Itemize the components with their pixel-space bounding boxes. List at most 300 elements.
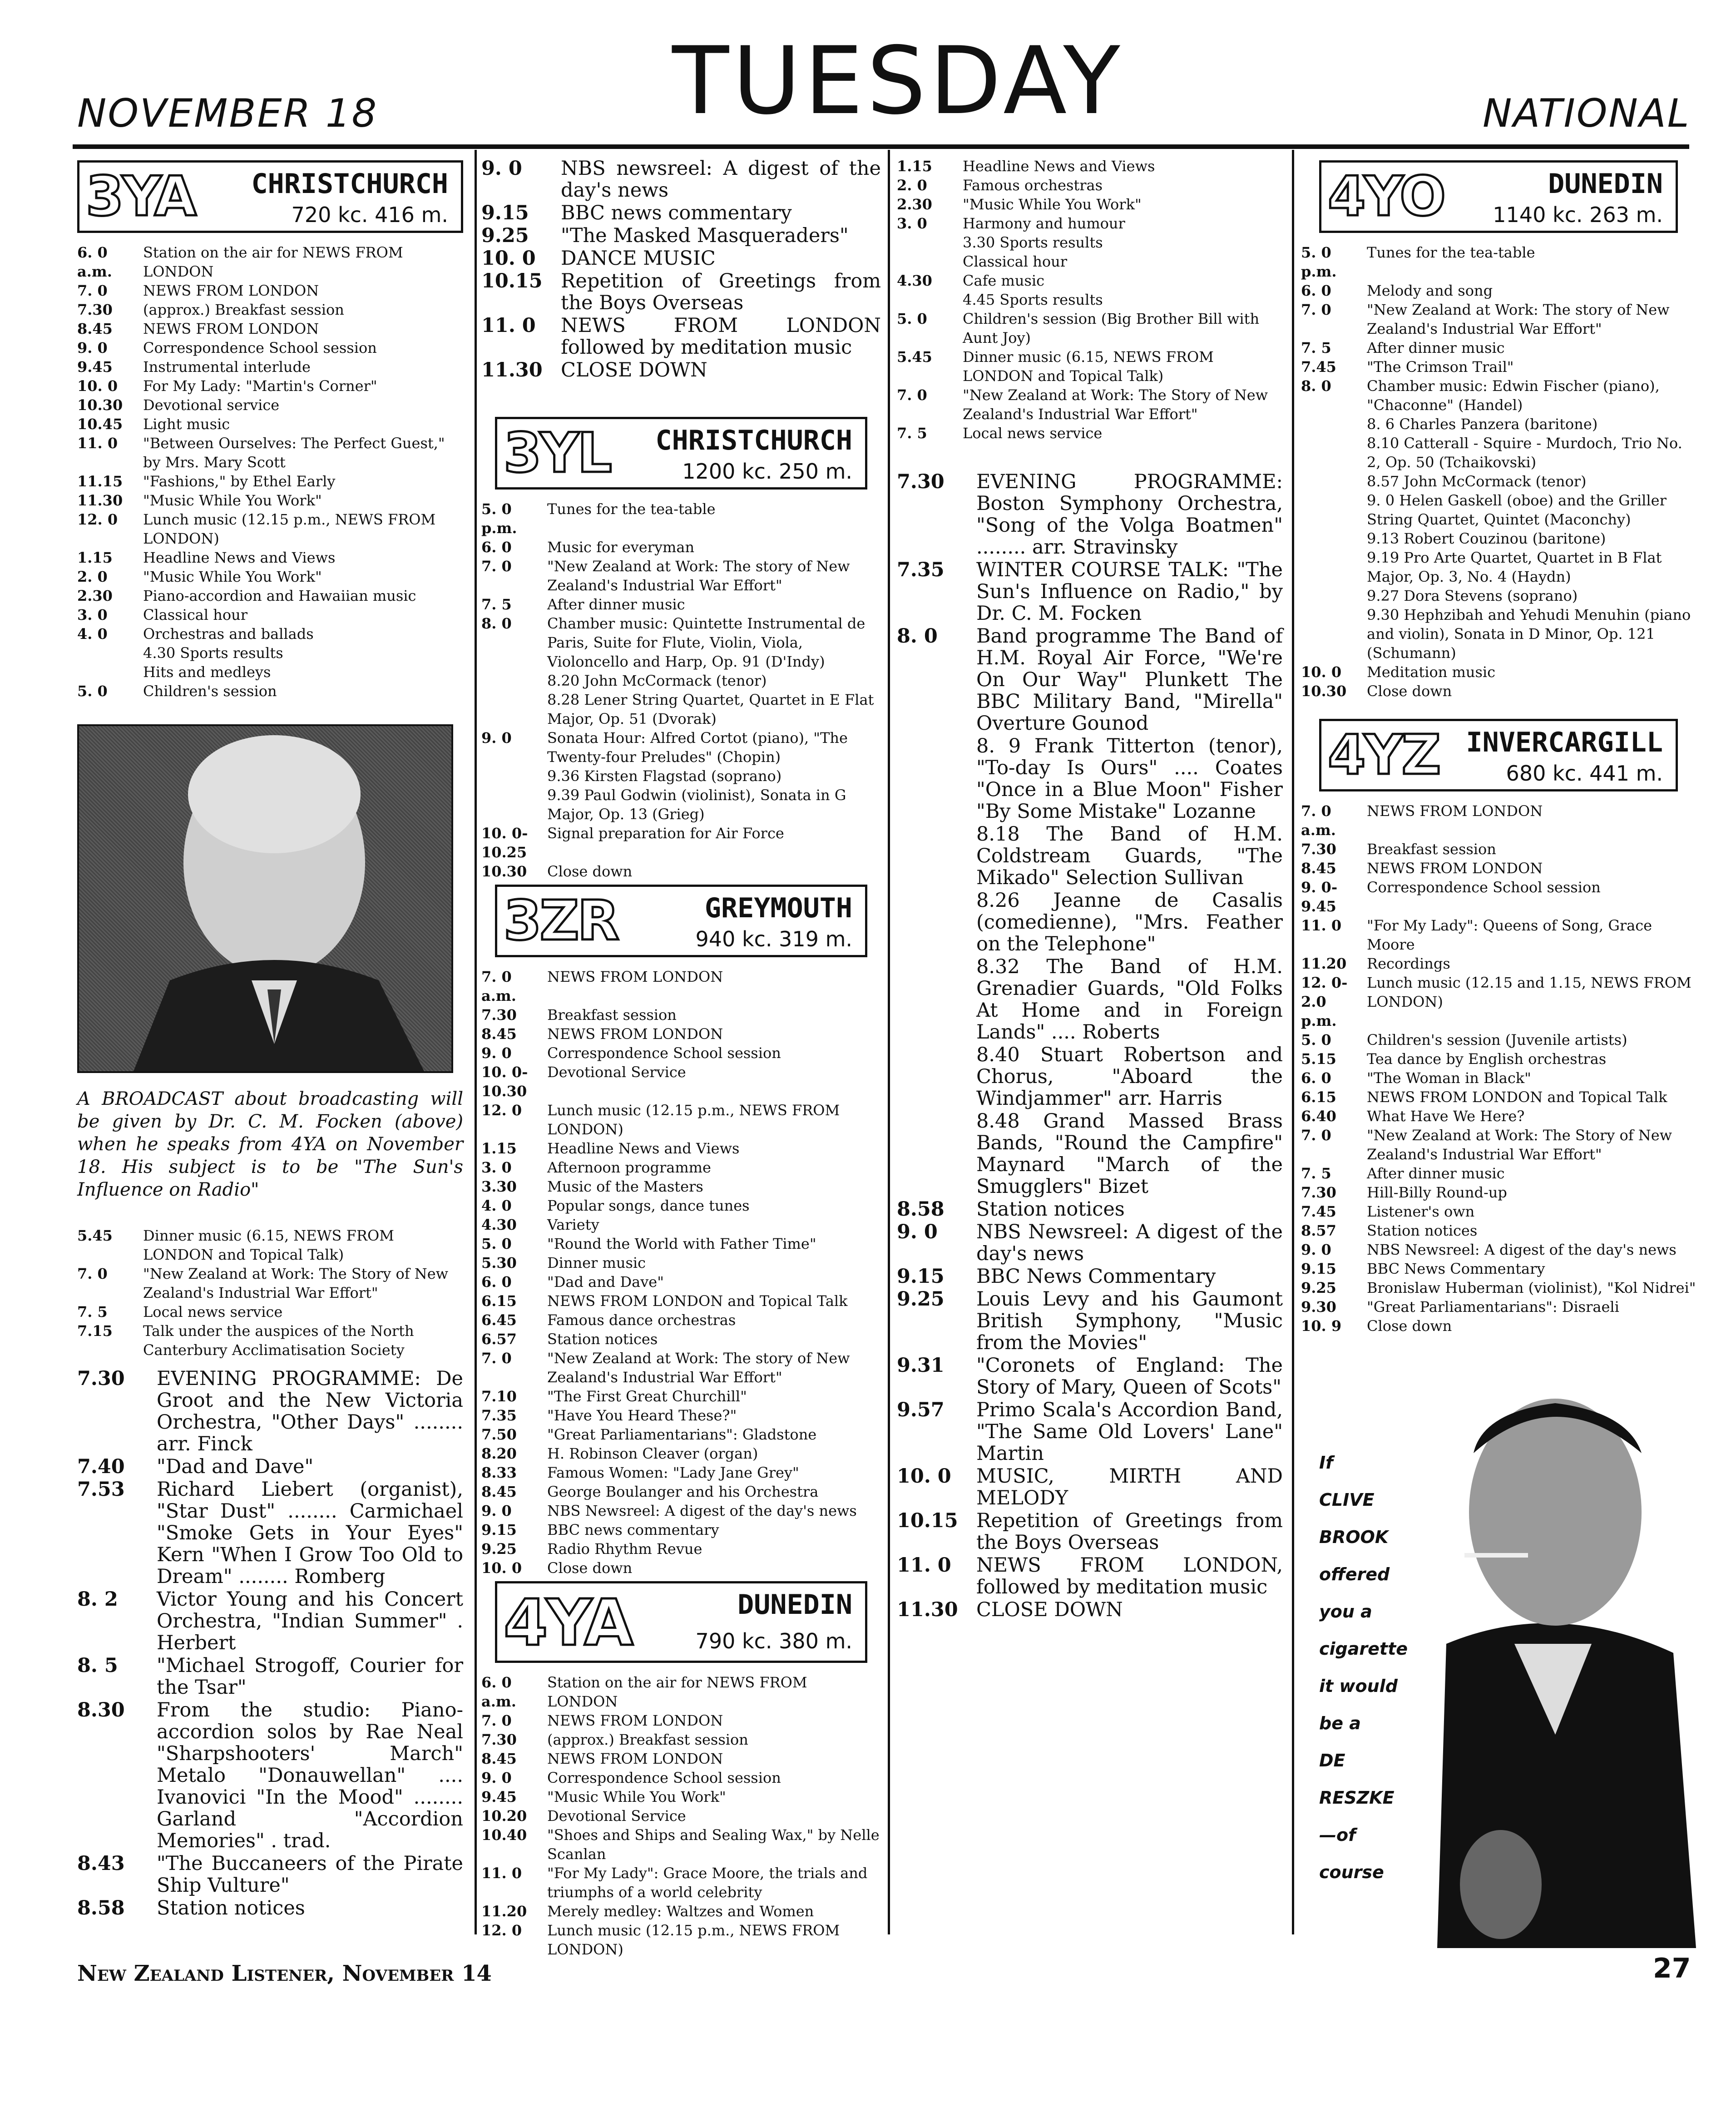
- station-city: INVERCARGILL: [1466, 727, 1663, 758]
- schedule-programme: From the studio: Piano-accordion solos by Rae Neal "Sharpshooters' March" Metalo "Donauwellan" .... Ivanovici "In the Mood" ........ Garland "Accordion Memories" . trad.: [157, 1699, 463, 1852]
- schedule-item: [1301, 663, 1696, 682]
- schedule-item: [481, 671, 881, 690]
- schedule-item: [481, 862, 881, 881]
- schedule-item: [481, 1158, 881, 1177]
- schedule-programme: 8. 6 Charles Panzera (baritone): [1367, 415, 1598, 433]
- advert-line: BROOK: [1319, 1527, 1389, 1547]
- schedule-time: 9.15: [1301, 1260, 1336, 1277]
- schedule-item: [481, 359, 881, 381]
- schedule-programme: CLOSE DOWN: [561, 359, 707, 381]
- schedule-time: 11.20: [1301, 955, 1347, 972]
- advert-line: it would: [1319, 1676, 1398, 1696]
- schedule-item: [481, 690, 881, 728]
- schedule-time: 7.30: [77, 1367, 125, 1390]
- schedule-programme: Station on the air for NEWS FROM LONDON: [547, 1674, 807, 1710]
- schedule-item: [481, 1196, 881, 1215]
- schedule-programme: Station notices: [1367, 1222, 1478, 1239]
- station-frequency: 720 kc. 416 m.: [291, 203, 448, 227]
- schedule-programme: NEWS FROM LONDON, followed by meditation music: [976, 1554, 1283, 1598]
- schedule-time: 7. 0: [77, 282, 108, 299]
- schedule-item: [77, 434, 463, 472]
- schedule-item: [481, 767, 881, 786]
- schedule-time: 9. 0: [481, 1502, 512, 1519]
- schedule-programme: Instrumental interlude: [143, 358, 311, 376]
- schedule-programme: After dinner music: [1367, 339, 1505, 356]
- schedule-programme: "Fashions," by Ethel Early: [143, 473, 336, 490]
- schedule-programme: 8.28 Lener String Quartet, Quartet in E Flat Major, Op. 51 (Dvorak): [547, 691, 874, 727]
- schedule-programme: NEWS FROM LONDON: [143, 282, 319, 299]
- station-logo: 4YO: [1328, 165, 1444, 228]
- schedule-programme: Close down: [1367, 1317, 1452, 1335]
- schedule-programme: NBS Newsreel: A digest of the day's news: [1367, 1241, 1677, 1258]
- schedule-programme: "Music While You Work": [143, 568, 322, 585]
- schedule-time: 9.15: [481, 1521, 517, 1538]
- schedule-item: [1301, 491, 1696, 529]
- schedule-item: [77, 624, 463, 643]
- schedule-time: 3. 0: [77, 606, 108, 623]
- advert-line: you a: [1319, 1602, 1372, 1622]
- schedule-item: [1301, 472, 1696, 491]
- schedule-item: [1301, 1126, 1696, 1164]
- schedule-time: 5. 0: [481, 1235, 512, 1252]
- schedule-item: [481, 1730, 881, 1749]
- schedule-time: 7.30: [897, 470, 945, 493]
- schedule-item: [481, 500, 881, 538]
- schedule-item: [481, 1673, 881, 1711]
- column-1-evening: [77, 1226, 463, 1360]
- schedule-time: 7.30: [77, 301, 113, 318]
- schedule-item: [481, 824, 881, 862]
- schedule-time: 3. 0: [897, 215, 927, 232]
- schedule-programme: NEWS FROM LONDON and Topical Talk: [1367, 1088, 1667, 1106]
- schedule-programme: Cafe music: [963, 272, 1045, 289]
- schedule-programme: BBC News Commentary: [1367, 1260, 1545, 1277]
- schedule-item: [77, 510, 463, 548]
- schedule-programme: WINTER COURSE TALK: "The Sun's Influence on Radio," by Dr. C. M. Focken: [976, 559, 1283, 625]
- schedule-item: [481, 1272, 881, 1291]
- schedule-programme: Harmony and humour: [963, 215, 1125, 232]
- schedule-item: [1301, 1316, 1696, 1335]
- schedule-item: [481, 1482, 881, 1501]
- schedule-programme: Station notices: [976, 1198, 1125, 1221]
- schedule-programme: "The First Great Churchill": [547, 1388, 747, 1405]
- schedule-programme: Close down: [547, 1559, 633, 1577]
- schedule-programme: Station notices: [157, 1897, 305, 1919]
- schedule-time: 11. 0: [1301, 917, 1342, 934]
- schedule-item: [1301, 973, 1696, 1030]
- column-1-evening-large: [77, 1367, 463, 1920]
- schedule-time: 9.45: [481, 1788, 517, 1805]
- schedule-time: 3. 0: [481, 1159, 512, 1176]
- schedule-time: 6. 0: [481, 539, 512, 556]
- schedule-time: 10.15: [897, 1509, 958, 1532]
- schedule-time: 5.45: [77, 1227, 113, 1244]
- schedule-time: 1.15: [77, 549, 113, 566]
- schedule-item: [897, 1355, 1283, 1398]
- schedule-programme: "Music While You Work": [547, 1788, 726, 1805]
- schedule-item: [1301, 338, 1696, 357]
- schedule-time: 8.45: [1301, 860, 1336, 877]
- schedule-time: 7. 5: [1301, 339, 1331, 356]
- schedule-time: 6.45: [481, 1311, 517, 1329]
- schedule-time: 7. 5: [77, 1303, 108, 1321]
- schedule-programme: 9.36 Kirsten Flagstad (soprano): [547, 767, 782, 785]
- schedule-item: [77, 1699, 463, 1852]
- schedule-programme: "Round the World with Father Time": [547, 1235, 816, 1252]
- advert-line: CLIVE: [1319, 1490, 1375, 1510]
- portrait-photo: [77, 724, 453, 1073]
- schedule-item: [481, 1291, 881, 1311]
- schedule-item: [481, 1349, 881, 1387]
- schedule-item: [1301, 1088, 1696, 1107]
- schedule-time: 9.45: [77, 358, 113, 376]
- schedule-item: [1301, 878, 1696, 916]
- schedule-item: [897, 1288, 1283, 1354]
- schedule-item: [481, 225, 881, 247]
- schedule-programme: Tunes for the tea-table: [547, 500, 716, 518]
- station-frequency: 1140 kc. 263 m.: [1493, 203, 1663, 227]
- schedule-item: [481, 728, 881, 767]
- schedule-time: 7.45: [1301, 358, 1336, 376]
- schedule-item: [77, 1588, 463, 1654]
- schedule-time: 9.15: [481, 202, 529, 224]
- schedule-time: 11.15: [77, 473, 123, 490]
- schedule-time: 7. 0: [1301, 1127, 1331, 1144]
- schedule-item: [1301, 1164, 1696, 1183]
- schedule-programme: Variety: [547, 1216, 599, 1233]
- schedule-programme: Devotional service: [143, 396, 280, 414]
- schedule-time: 8.30: [77, 1699, 125, 1721]
- column-divider: [1292, 150, 1294, 1934]
- schedule-item: [77, 1655, 463, 1698]
- schedule-time: 10.30: [1301, 683, 1347, 700]
- schedule-item: [897, 386, 1283, 424]
- schedule-item: [1301, 300, 1696, 338]
- schedule-list: [481, 1673, 881, 1959]
- schedule-time: 4.30: [897, 272, 932, 289]
- schedule-time: 8. 0: [481, 615, 512, 632]
- schedule-time: 11. 0: [481, 1865, 522, 1882]
- schedule-item: [897, 625, 1283, 734]
- schedule-programme: 8.10 Catterall - Squire - Murdoch, Trio No. 2, Op. 50 (Tchaikovski): [1367, 435, 1682, 471]
- schedule-item: [481, 1501, 881, 1520]
- schedule-programme: Listener's own: [1367, 1203, 1475, 1220]
- schedule-programme: 8. 9 Frank Titterton (tenor), "To-day Is Ours" .... Coates "Once in a Blue Moon" Fisher "By Some Mistake" Lozanne: [976, 735, 1283, 823]
- schedule-item: [1301, 1278, 1696, 1297]
- schedule-item: [481, 247, 881, 269]
- schedule-time: 8.45: [481, 1750, 517, 1767]
- schedule-time: 7.15: [77, 1322, 113, 1340]
- station-header-3ya: [77, 160, 463, 233]
- schedule-time: 5. 0: [1301, 1031, 1331, 1049]
- schedule-programme: 9.19 Pro Arte Quartet, Quartet in B Flat Major, Op. 3, No. 4 (Haydn): [1367, 549, 1662, 585]
- schedule-programme: Dinner music: [547, 1254, 646, 1271]
- schedule-programme: Station on the air for NEWS FROM LONDON: [143, 244, 403, 280]
- schedule-item: [1301, 529, 1696, 548]
- schedule-programme: Chamber music: Edwin Fischer (piano), "Chaconne" (Handel): [1367, 377, 1660, 414]
- station-header-4yz: [1319, 719, 1678, 791]
- station-header-4ya: [495, 1581, 867, 1663]
- schedule-time: 9. 0: [1301, 1241, 1331, 1258]
- schedule-item: [1301, 1221, 1696, 1240]
- schedule-time: 5. 0: [77, 683, 108, 700]
- schedule-time: 9. 0: [481, 729, 512, 747]
- schedule-item: [77, 643, 463, 663]
- schedule-item: [77, 319, 463, 338]
- schedule-item: [1301, 1259, 1696, 1278]
- schedule-programme: Headline News and Views: [963, 158, 1155, 175]
- station-frequency: 1200 kc. 250 m.: [682, 459, 852, 484]
- schedule-item: [481, 1311, 881, 1330]
- schedule-item: [1301, 1297, 1696, 1316]
- schedule-programme: Lunch music (12.15 p.m., NEWS FROM LONDON): [143, 511, 436, 547]
- schedule-programme: Merely medley: Waltzes and Women: [547, 1903, 814, 1920]
- schedule-item: [481, 557, 881, 595]
- schedule-time: 9.25: [481, 1540, 517, 1558]
- schedule-item: [77, 1368, 463, 1455]
- schedule-time: 7. 0: [481, 558, 512, 575]
- schedule-item: [897, 233, 1283, 252]
- schedule-programme: Children's session (Juvenile artists): [1367, 1031, 1627, 1049]
- schedule-programme: Dinner music (6.15, NEWS FROM LONDON and Topical Talk): [963, 348, 1214, 385]
- schedule-programme: Classical hour: [143, 606, 248, 623]
- schedule-item: [77, 548, 463, 567]
- schedule-programme: NBS Newsreel: A digest of the day's news: [547, 1502, 857, 1519]
- advert-line: —of: [1319, 1825, 1356, 1845]
- column-4: [1301, 157, 1696, 1335]
- schedule-item: [77, 605, 463, 624]
- schedule-item: [481, 1234, 881, 1253]
- schedule-time: 7. 0: [481, 1350, 512, 1367]
- schedule-time: 12. 0: [481, 1922, 522, 1939]
- schedule-time: 6. 0: [481, 1273, 512, 1291]
- schedule-item: [1301, 1183, 1696, 1202]
- schedule-programme: After dinner music: [1367, 1165, 1505, 1182]
- schedule-time: 11. 0: [481, 314, 536, 337]
- footer-page-number: 27: [1653, 1953, 1691, 1984]
- schedule-programme: "New Zealand at Work: The story of New Zealand's Industrial War Effort": [1367, 301, 1670, 337]
- schedule-time: 7. 0 a.m.: [481, 968, 516, 1004]
- schedule-programme: Light music: [143, 415, 230, 433]
- schedule-list: [481, 967, 881, 1578]
- schedule-item: [77, 281, 463, 300]
- schedule-time: 8.45: [481, 1025, 517, 1043]
- schedule-item: [77, 567, 463, 586]
- schedule-programme: Devotional Service: [547, 1807, 686, 1825]
- schedule-item: [1301, 954, 1696, 973]
- schedule-item: [1301, 1049, 1696, 1068]
- schedule-programme: Recordings: [1367, 955, 1450, 972]
- schedule-time: 10.30: [481, 863, 527, 880]
- schedule-time: 5. 0: [897, 310, 927, 327]
- schedule-item: [481, 1005, 881, 1024]
- schedule-list: [481, 158, 881, 381]
- schedule-programme: NEWS FROM LONDON and Topical Talk: [547, 1292, 848, 1310]
- schedule-time: 7.53: [77, 1478, 125, 1501]
- schedule-time: 8. 5: [77, 1654, 118, 1677]
- schedule-programme: Famous Women: "Lady Jane Grey": [547, 1464, 799, 1481]
- schedule-programme: Signal preparation for Air Force: [547, 825, 784, 842]
- schedule-programme: Repetition of Greetings from the Boys Overseas: [976, 1509, 1283, 1554]
- schedule-programme: 9.13 Robert Couzinou (baritone): [1367, 530, 1606, 547]
- schedule-time: 7.30: [481, 1006, 517, 1024]
- schedule-item: [1301, 434, 1696, 472]
- schedule-programme: Popular songs, dance tunes: [547, 1197, 750, 1214]
- schedule-time: 9. 0: [77, 339, 108, 356]
- schedule-time: 8.58: [897, 1198, 945, 1221]
- schedule-item: [77, 1853, 463, 1896]
- schedule-item: [77, 1897, 463, 1919]
- schedule-time: 8.45: [77, 320, 113, 337]
- schedule-time: 6.40: [1301, 1108, 1336, 1125]
- schedule-item: [77, 1321, 463, 1360]
- schedule-programme: Lunch music (12.15 p.m., NEWS FROM LONDON): [547, 1922, 840, 1958]
- schedule-time: 8.43: [77, 1852, 125, 1875]
- schedule-programme: After dinner music: [547, 596, 685, 613]
- schedule-programme: EVENING PROGRAMME: De Groot and the New Victoria Orchestra, "Other Days" ........ arr. Finck: [157, 1367, 463, 1455]
- schedule-programme: "Coronets of England: The Story of Mary, Queen of Scots": [976, 1354, 1283, 1399]
- schedule-item: [77, 357, 463, 376]
- schedule-item: [897, 176, 1283, 195]
- schedule-item: [1301, 415, 1696, 434]
- schedule-item: [481, 1044, 881, 1063]
- schedule-time: 10.20: [481, 1807, 527, 1825]
- schedule-time: 10. 0: [77, 377, 118, 395]
- schedule-programme: Primo Scala's Accordion Band, "The Same Old Lovers' Lane" Martin: [976, 1399, 1283, 1465]
- schedule-time: 4. 0: [481, 1197, 512, 1214]
- schedule-item: [481, 158, 881, 201]
- station-frequency: 680 kc. 441 m.: [1506, 761, 1663, 786]
- schedule-programme: Tea dance by English orchestras: [1367, 1050, 1607, 1068]
- schedule-item: [77, 1456, 463, 1478]
- schedule-time: 9. 0: [481, 1044, 512, 1062]
- schedule-programme: NEWS FROM LONDON: [1367, 802, 1543, 820]
- schedule-item: [897, 252, 1283, 271]
- schedule-programme: Correspondence School session: [547, 1769, 781, 1786]
- schedule-programme: Talk under the auspices of the North Canterbury Acclimatisation Society: [143, 1322, 414, 1359]
- schedule-item: [77, 300, 463, 319]
- schedule-programme: Melody and song: [1367, 282, 1493, 299]
- schedule-time: 11.20: [481, 1903, 527, 1920]
- schedule-time: 8. 0: [897, 625, 938, 648]
- schedule-programme: Bronislaw Huberman (violinist), "Kol Nidrei": [1367, 1279, 1696, 1296]
- header-date: NOVEMBER 18: [77, 91, 378, 136]
- schedule-programme: NBS Newsreel: A digest of the day's news: [976, 1221, 1283, 1265]
- column-divider: [475, 150, 477, 1934]
- schedule-item: [77, 586, 463, 605]
- schedule-item: [897, 471, 1283, 558]
- schedule-programme: "The Buccaneers of the Pirate Ship Vulture": [157, 1852, 463, 1897]
- schedule-item: [481, 1215, 881, 1234]
- schedule-item: [1301, 682, 1696, 701]
- schedule-programme: Local news service: [963, 425, 1103, 442]
- schedule-time: 7.30: [1301, 1184, 1336, 1201]
- schedule-programme: Close down: [1367, 683, 1452, 700]
- schedule-programme: 9. 0 Helen Gaskell (oboe) and the Griller String Quartet, Quintet (Maconchy): [1367, 492, 1667, 528]
- schedule-programme: Orchestras and ballads: [143, 625, 314, 643]
- schedule-list: [77, 243, 463, 701]
- schedule-programme: CLOSE DOWN: [976, 1598, 1123, 1621]
- schedule-programme: Lunch music (12.15 p.m., NEWS FROM LONDON): [547, 1102, 840, 1138]
- schedule-time: 10. 0-10.30: [481, 1063, 528, 1100]
- schedule-time: 6. 0: [1301, 1069, 1331, 1087]
- schedule-list: [77, 1368, 463, 1919]
- schedule-programme: "Music While You Work": [143, 492, 322, 509]
- schedule-programme: "Dad and Dave": [157, 1455, 314, 1478]
- schedule-programme: NEWS FROM LONDON followed by meditation music: [561, 314, 881, 359]
- schedule-programme: Correspondence School session: [547, 1044, 781, 1062]
- schedule-item: [897, 271, 1283, 290]
- schedule-programme: 9.39 Paul Godwin (violinist), Sonata in G Major, Op. 13 (Grieg): [547, 786, 846, 823]
- schedule-time: 8.20: [481, 1445, 517, 1462]
- schedule-item: [897, 195, 1283, 214]
- station-header-3yl: [495, 417, 867, 490]
- schedule-programme: "Between Ourselves: The Perfect Guest," by Mrs. Mary Scott: [143, 435, 445, 471]
- schedule-item: [1301, 916, 1696, 954]
- station-city: CHRISTCHURCH: [251, 168, 448, 200]
- schedule-item: [77, 491, 463, 510]
- station-frequency: 790 kc. 380 m.: [695, 1629, 852, 1653]
- schedule-time: 6.15: [481, 1292, 517, 1310]
- column-1: [77, 157, 463, 701]
- column-3-evening: [897, 470, 1283, 1622]
- schedule-programme: "Music While You Work": [963, 196, 1142, 213]
- schedule-item: [1301, 586, 1696, 605]
- schedule-time: 1.15: [481, 1140, 517, 1157]
- schedule-programme: Breakfast session: [547, 1006, 677, 1024]
- schedule-time: 5. 0 p.m.: [1301, 244, 1337, 280]
- schedule-item: [1301, 1068, 1696, 1088]
- station-logo: 3YL: [504, 422, 610, 485]
- schedule-programme: Close down: [547, 863, 633, 880]
- schedule-time: 6.57: [481, 1330, 517, 1348]
- schedule-item: [481, 1463, 881, 1482]
- schedule-time: 5.15: [1301, 1050, 1336, 1068]
- schedule-time: 9. 0-9.45: [1301, 879, 1338, 915]
- schedule-programme: (approx.) Breakfast session: [547, 1731, 748, 1748]
- schedule-programme: NEWS FROM LONDON: [547, 1712, 723, 1729]
- schedule-programme: Richard Liebert (organist), "Star Dust" ........ Carmichael "Smoke Gets in Your Eyes" Kern "When I Grow Too Old to Dream" ........ Romberg: [157, 1478, 463, 1588]
- schedule-programme: Headline News and Views: [547, 1140, 740, 1157]
- schedule-time: 4. 0: [77, 625, 108, 643]
- station-header-3zr: [495, 885, 867, 957]
- schedule-programme: 8.26 Jeanne de Casalis (comedienne), "Mrs. Feather on the Telephone": [976, 889, 1283, 955]
- schedule-programme: NBS newsreel: A digest of the day's news: [561, 157, 881, 202]
- schedule-item: [481, 1539, 881, 1558]
- station-frequency: 940 kc. 319 m.: [695, 927, 852, 951]
- schedule-time: 12. 0-2.0 p.m.: [1301, 974, 1348, 1029]
- schedule-time: 10. 0: [897, 1465, 951, 1488]
- schedule-time: 7. 5: [897, 425, 927, 442]
- header-day: TUESDAY: [672, 27, 1124, 135]
- schedule-time: 9.25: [1301, 1279, 1336, 1296]
- advert-line: cigarette: [1319, 1639, 1408, 1659]
- station-city: DUNEDIN: [737, 1589, 852, 1621]
- station-city: GREYMOUTH: [704, 892, 852, 924]
- schedule-programme: Local news service: [143, 1303, 283, 1321]
- schedule-time: 10. 0: [481, 247, 536, 270]
- advert-line: course: [1319, 1862, 1384, 1882]
- schedule-time: 7.35: [897, 559, 945, 581]
- schedule-item: [1301, 605, 1696, 663]
- schedule-programme: 4.45 Sports results: [963, 291, 1103, 308]
- advert-line: If: [1319, 1453, 1333, 1473]
- advert-line: be a: [1319, 1713, 1361, 1733]
- schedule-time: 12. 0: [481, 1102, 522, 1119]
- schedule-time: 3.30: [481, 1178, 517, 1195]
- schedule-programme: Afternoon programme: [547, 1159, 711, 1176]
- schedule-item: [481, 1711, 881, 1730]
